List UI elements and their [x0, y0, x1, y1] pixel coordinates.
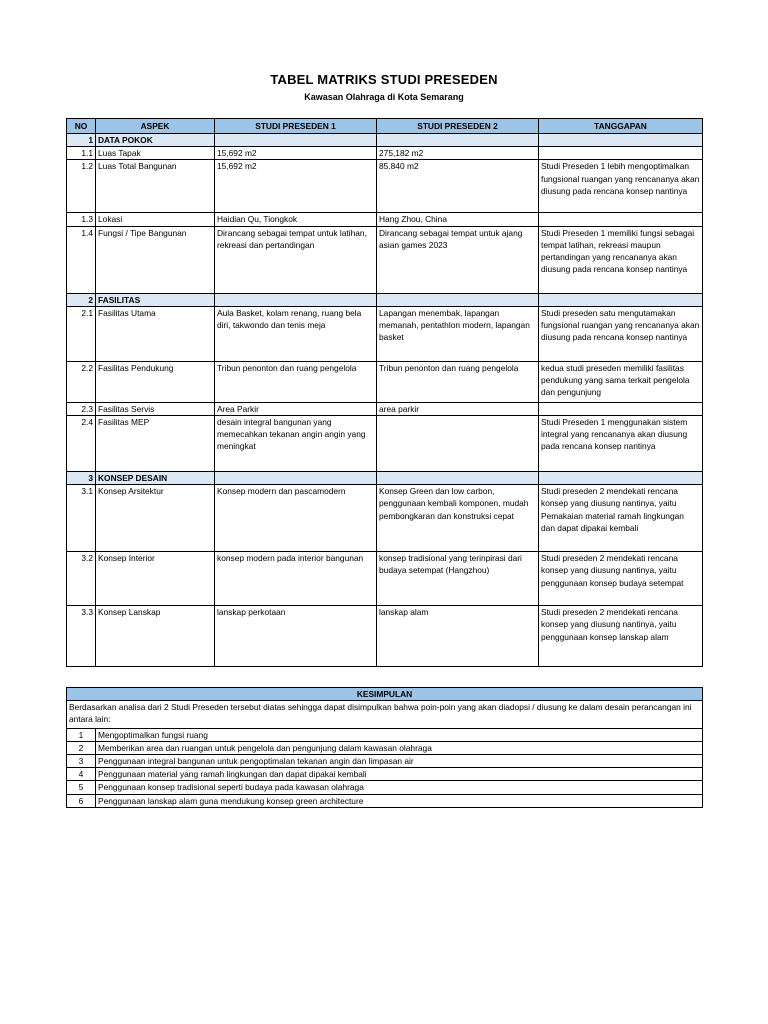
cell-tanggapan: Studi Preseden 1 memiliki fungsi sebagai tempat latihan, rekreasi maupun pertandingan yang rencananya akan diusung pada rencana konsep nantinya: [539, 226, 703, 293]
table-row: [67, 606, 703, 667]
cell-studi-preseden-2: area parkir: [377, 402, 539, 415]
section-row: [67, 134, 703, 147]
kesimpulan-item-text: Penggunaan lanskap alam guna mendukung konsep green architecture: [96, 794, 703, 807]
document-title: TABEL MATRIKS STUDI PRESEDEN: [270, 72, 498, 87]
cell-tanggapan: Studi preseden 2 mendekati rencana konsep yang diusung nantinya, yaitu penggunaan konsep lanskap alam: [539, 606, 703, 667]
table-row: [67, 306, 703, 361]
cell-studi-preseden-2: Lapangan menembak, lapangan memanah, pentathlon modern, lapangan basket: [377, 306, 539, 361]
header-no: NO: [67, 119, 96, 134]
kesimpulan-table: [66, 687, 703, 808]
table-row: [67, 416, 703, 472]
kesimpulan-item-text: Memberikan area dan ruangan untuk pengelola dan pengunjung dalam kawasan olahraga: [96, 741, 703, 754]
cell-aspek: Konsep Interior: [96, 552, 215, 606]
cell-studi-preseden-1: Tribun penonton dan ruang pengelola: [215, 361, 377, 402]
cell-tanggapan: Studi Preseden 1 menggunakan sistem integral yang rencananya akan diusung pada rencana konsep nantinya: [539, 416, 703, 472]
kesimpulan-intro-row: [67, 701, 703, 728]
cell-tanggapan: kedua studi preseden memiliki fasilitas pendukung yang sama terkait pengelola dan pengunjung: [539, 361, 703, 402]
cell-studi-preseden-2: Hang Zhou, China: [377, 213, 539, 226]
cell-aspek: Fasilitas Servis: [96, 402, 215, 415]
cell-tanggapan: Studi preseden 2 mendekati rencana konsep yang diusung nantinya, yaitu Pemakaian material ramah lingkungan dan dapat dipakai kembali: [539, 485, 703, 552]
cell-no: 2.2: [67, 361, 96, 402]
kesimpulan-item-row: [67, 781, 703, 794]
cell-studi-preseden-1: Haidian Qu, Tiongkok: [215, 213, 377, 226]
cell-no: 1: [67, 134, 96, 147]
cell-no: 1.2: [67, 160, 96, 213]
cell-aspek: KONSEP DESAIN: [96, 472, 215, 485]
cell-studi-preseden-1: Aula Basket, kolam renang, ruang bela diri, takwondo dan tenis meja: [215, 306, 377, 361]
kesimpulan-item-row: [67, 768, 703, 781]
table-row: [67, 485, 703, 552]
cell-studi-preseden-2: 275,182 m2: [377, 147, 539, 160]
kesimpulan-item-text: Penggunaan konsep tradisional seperti budaya pada kawasan olahraga: [96, 781, 703, 794]
kesimpulan-item-no: 4: [67, 768, 96, 781]
kesimpulan-item-text: Mengoptimalkan fungsi ruang: [96, 728, 703, 741]
kesimpulan-header-row: [67, 688, 703, 701]
cell-aspek: DATA POKOK: [96, 134, 215, 147]
section-row: [67, 293, 703, 306]
cell-no: 2.1: [67, 306, 96, 361]
cell-no: 1.4: [67, 226, 96, 293]
cell-no: 1.1: [67, 147, 96, 160]
cell-aspek: Fasilitas MEP: [96, 416, 215, 472]
cell-studi-preseden-2: Dirancang sebagai tempat untuk ajang asian games 2023: [377, 226, 539, 293]
kesimpulan-item-no: 6: [67, 794, 96, 807]
kesimpulan-item-row: [67, 755, 703, 768]
cell-no: 2.4: [67, 416, 96, 472]
cell-studi-preseden-1: lanskap perkotaan: [215, 606, 377, 667]
table-row: [67, 160, 703, 213]
section-row: [67, 472, 703, 485]
cell-studi-preseden-1: desain integral bangunan yang memecahkan tekanan angin angin yang meningkat: [215, 416, 377, 472]
kesimpulan-item-no: 3: [67, 755, 96, 768]
cell-studi-preseden-2: [377, 416, 539, 472]
cell-aspek: Luas Tapak: [96, 147, 215, 160]
cell-aspek: Konsep Lanskap: [96, 606, 215, 667]
cell-studi-preseden-1: Konsep modern dan pascamodern: [215, 485, 377, 552]
cell-tanggapan: Studi preseden satu mengutamakan fungsional ruangan yang rencananya akan diusung pada rencana konsep nantinya: [539, 306, 703, 361]
header-studi-preseden-2: STUDI PRESEDEN 2: [377, 119, 539, 134]
header-aspek: ASPEK: [96, 119, 215, 134]
kesimpulan-intro: Berdasarkan analisa dari 2 Studi Preseden tersebut diatas sehingga dapat disimpulkan bahwa poin-poin yang akan diadopsi / diusung ke dalam desain perancangan ini antara lain:: [67, 701, 703, 728]
cell-no: 1.3: [67, 213, 96, 226]
document-subtitle: Kawasan Olahraga di Kota Semarang: [304, 92, 464, 102]
cell-studi-preseden-1: [215, 293, 377, 306]
cell-studi-preseden-1: [215, 134, 377, 147]
cell-no: 2: [67, 293, 96, 306]
kesimpulan-item-row: [67, 741, 703, 754]
kesimpulan-item-no: 5: [67, 781, 96, 794]
cell-studi-preseden-2: lanskap alam: [377, 606, 539, 667]
cell-studi-preseden-2: [377, 472, 539, 485]
cell-studi-preseden-2: [377, 134, 539, 147]
table-row: [67, 147, 703, 160]
header-studi-preseden-1: STUDI PRESEDEN 1: [215, 119, 377, 134]
cell-aspek: Konsep Arsitektur: [96, 485, 215, 552]
cell-tanggapan: [539, 402, 703, 415]
cell-aspek: FASILITAS: [96, 293, 215, 306]
table-row: [67, 402, 703, 415]
cell-no: 3: [67, 472, 96, 485]
kesimpulan-item-text: Penggunaan material yang ramah lingkungan dan dapat dipakai kembali: [96, 768, 703, 781]
cell-studi-preseden-2: [377, 293, 539, 306]
kesimpulan-item-text: Penggunaan integral bangunan untuk pengoptimalan tekanan angin dan limpasan air: [96, 755, 703, 768]
cell-no: 2.3: [67, 402, 96, 415]
table-row: [67, 226, 703, 293]
cell-studi-preseden-2: Tribun penonton dan ruang pengelola: [377, 361, 539, 402]
cell-studi-preseden-1: 15,692 m2: [215, 147, 377, 160]
cell-tanggapan: Studi Preseden 1 lebih mengoptimalkan fungsional ruangan yang rencananya akan diusung pada rencana konsep nantinya: [539, 160, 703, 213]
cell-studi-preseden-2: konsep tradisional yang terinpirasi dari budaya setempat (Hangzhou): [377, 552, 539, 606]
kesimpulan-item-row: [67, 728, 703, 741]
cell-tanggapan: Studi preseden 2 mendekati rencana konsep yang diusung nantinya, yaitu penggunaan konsep budaya setempat: [539, 552, 703, 606]
cell-aspek: Lokasi: [96, 213, 215, 226]
cell-studi-preseden-2: 85.840 m2: [377, 160, 539, 213]
cell-studi-preseden-1: 15,692 m2: [215, 160, 377, 213]
cell-tanggapan: [539, 147, 703, 160]
table-row: [67, 361, 703, 402]
header-tanggapan: TANGGAPAN: [539, 119, 703, 134]
cell-tanggapan: [539, 293, 703, 306]
cell-studi-preseden-1: Area Parkir: [215, 402, 377, 415]
kesimpulan-header: KESIMPULAN: [67, 688, 703, 701]
kesimpulan-item-no: 1: [67, 728, 96, 741]
cell-no: 3.1: [67, 485, 96, 552]
table-row: [67, 552, 703, 606]
kesimpulan-item-row: [67, 794, 703, 807]
cell-aspek: Luas Total Bangunan: [96, 160, 215, 213]
cell-aspek: Fungsi / Tipe Bangunan: [96, 226, 215, 293]
cell-no: 3.2: [67, 552, 96, 606]
cell-tanggapan: [539, 134, 703, 147]
cell-tanggapan: [539, 472, 703, 485]
cell-no: 3.3: [67, 606, 96, 667]
cell-aspek: Fasilitas Utama: [96, 306, 215, 361]
kesimpulan-item-no: 2: [67, 741, 96, 754]
table-row: [67, 213, 703, 226]
cell-studi-preseden-1: Dirancang sebagai tempat untuk latihan, rekreasi dan pertandingan: [215, 226, 377, 293]
cell-aspek: Fasilitas Pendukung: [96, 361, 215, 402]
cell-studi-preseden-1: konsep modern pada interior bangunan: [215, 552, 377, 606]
cell-studi-preseden-1: [215, 472, 377, 485]
cell-studi-preseden-2: Konsep Green dan low carbon, penggunaan kembali komponen, mudah pembongkaran dan konstruksi cepat: [377, 485, 539, 552]
cell-tanggapan: [539, 213, 703, 226]
matrix-table: [66, 118, 703, 667]
matrix-header-row: [67, 119, 703, 134]
